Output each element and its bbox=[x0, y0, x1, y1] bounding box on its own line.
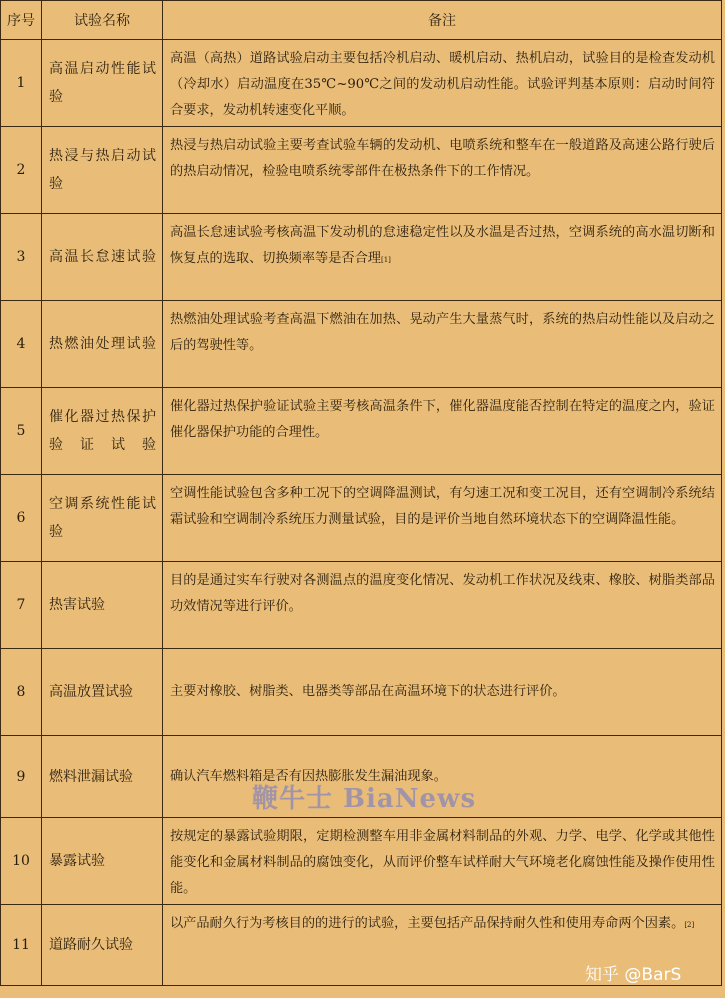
row-no: 5 bbox=[1, 388, 42, 475]
row-no: 3 bbox=[1, 214, 42, 301]
row-name: 催化器过热保护验证试验 bbox=[42, 388, 163, 475]
row-note-text: 以产品耐久行为考核目的的进行的试验，主要包括产品保持耐久性和使用寿命两个因素。 bbox=[170, 916, 685, 931]
row-note: 热燃油处理试验考查高温下燃油在加热、晃动产生大量蒸气时，系统的热启动性能以及启动之后的驾驶性等。 bbox=[163, 301, 722, 388]
watermark: 鞭牛士 BiaNews bbox=[252, 784, 477, 814]
table-row bbox=[1, 40, 722, 127]
row-name: 暴露试验 bbox=[42, 818, 163, 905]
row-name: 燃料泄漏试验 bbox=[42, 736, 163, 818]
row-no: 1 bbox=[1, 40, 42, 127]
table-row bbox=[1, 818, 722, 905]
row-note: 确认汽车燃料箱是否有因热膨胀发生漏油现象。 bbox=[163, 736, 722, 818]
row-no: 2 bbox=[1, 127, 42, 214]
header-no: 序号 bbox=[1, 1, 42, 40]
row-no: 11 bbox=[1, 905, 42, 986]
row-no: 7 bbox=[1, 562, 42, 649]
row-name: 热害试验 bbox=[42, 562, 163, 649]
row-note: 目的是通过实车行驶对各测温点的温度变化情况、发动机工作状况及线束、橡胶、树脂类部品功效情况等进行评价。 bbox=[163, 562, 722, 649]
row-name: 高温启动性能试验 bbox=[42, 40, 163, 127]
table-row bbox=[1, 649, 722, 736]
row-no: 6 bbox=[1, 475, 42, 562]
row-note: 空调性能试验包含多种工况下的空调降温测试，有匀速工况和变工况目，还有空调制冷系统结霜试验和空调制冷系统压力测量试验，目的是评价当地自然环境状态下的空调降温性能。 bbox=[163, 475, 722, 562]
citation-ref: [1] bbox=[381, 256, 391, 264]
row-no: 4 bbox=[1, 301, 42, 388]
row-name: 空调系统性能试验 bbox=[42, 475, 163, 562]
header-note: 备注 bbox=[163, 1, 722, 40]
row-note: 主要对橡胶、树脂类、电器类等部品在高温环境下的状态进行评价。 bbox=[163, 649, 722, 736]
header-name: 试验名称 bbox=[42, 1, 163, 40]
row-note bbox=[163, 214, 722, 301]
row-no: 8 bbox=[1, 649, 42, 736]
row-name: 高温长怠速试验 bbox=[42, 214, 163, 301]
row-note: 按规定的暴露试验期限，定期检测整车用非金属材料制品的外观、力学、电学、化学或其他性能变化和金属材料制品的腐蚀变化，从而评价整车试样耐大气环境老化腐蚀性能及操作使用性能。 bbox=[163, 818, 722, 905]
row-note-text: 高温长怠速试验考核高温下发动机的怠速稳定性以及水温是否过热，空调系统的高水温切断和恢复点的选取、切换频率等是否合理 bbox=[170, 225, 715, 266]
table-row bbox=[1, 562, 722, 649]
table-row bbox=[1, 475, 722, 562]
citation-ref: [2] bbox=[684, 921, 695, 929]
row-note: 热浸与热启动试验主要考查试验车辆的发动机、电喷系统和整车在一般道路及高速公路行驶后的热启动情况，检验电喷系统零部件在极热条件下的工作情况。 bbox=[163, 127, 722, 214]
row-name: 高温放置试验 bbox=[42, 649, 163, 736]
table-row bbox=[1, 388, 722, 475]
row-name: 热浸与热启动试验 bbox=[42, 127, 163, 214]
row-note: 高温（高热）道路试验启动主要包括冷机启动、暖机启动、热机启动，试验目的是检查发动机（冷却水）启动温度在35℃~90℃之间的发动机启动性能。试验评判基本原则：启动时间符合要求，发动机转速变化平顺。 bbox=[163, 40, 722, 127]
credit-label: 知乎 @BarS bbox=[585, 965, 682, 985]
row-name: 热燃油处理试验 bbox=[42, 301, 163, 388]
row-no: 10 bbox=[1, 818, 42, 905]
row-no: 9 bbox=[1, 736, 42, 818]
table-row bbox=[1, 301, 722, 388]
row-note: 催化器过热保护验证试验主要考核高温条件下，催化器温度能否控制在特定的温度之内，验证催化器保护功能的合理性。 bbox=[163, 388, 722, 475]
table-row bbox=[1, 214, 722, 301]
table-row bbox=[1, 127, 722, 214]
table-header-row bbox=[1, 1, 722, 40]
row-name: 道路耐久试验 bbox=[42, 905, 163, 986]
